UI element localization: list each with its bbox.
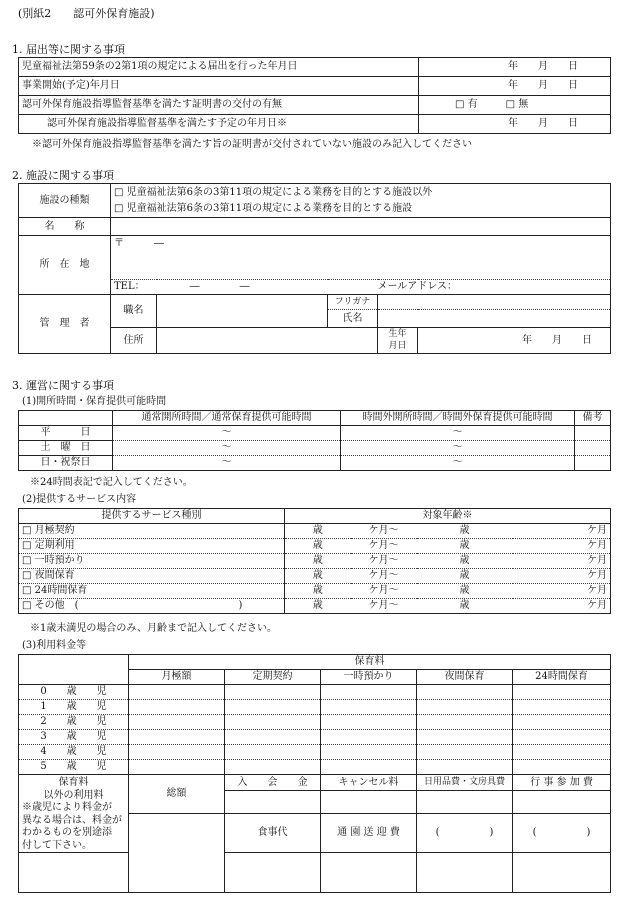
checkbox-no[interactable]: □ 無 [505, 99, 529, 111]
age-months-to[interactable]: ケ月 [513, 524, 611, 539]
dob-label-1: 生年 [388, 328, 407, 339]
fee-cell[interactable] [225, 700, 321, 715]
age-months-from[interactable]: ケ月〜 [351, 539, 417, 554]
service-type[interactable]: □ 夜間保育 [19, 569, 285, 584]
age-years-from[interactable]: 歳 [285, 539, 351, 554]
s1-row-planned-date: 認可外保育施設指導監督基準を満たす予定の年月日※ [19, 115, 419, 134]
other-head-supplies: 日用品費・文房具費 [417, 775, 513, 791]
s1-ymd-3[interactable]: 年 月 日 [419, 115, 611, 134]
other-val-events[interactable] [513, 791, 611, 814]
service-row [19, 554, 611, 569]
section3-title: 3. 運営に関する事項 [12, 379, 114, 392]
fee-cell[interactable] [417, 730, 513, 745]
document-header: (別紙2 認可外保育施設) [18, 7, 155, 20]
facility-type-option-2[interactable]: □ 児童福祉法第6条の3第11項の規定による業務を目的とする施設 [111, 201, 611, 218]
fee-row [19, 730, 611, 745]
fee-title: (3)利用料金等 [22, 640, 87, 651]
s1-yes-no[interactable] [419, 96, 611, 115]
fee-cell[interactable] [129, 685, 225, 700]
postal-field[interactable]: 〒 ― [111, 236, 611, 280]
fee-head-1: 定期契約 [225, 670, 321, 685]
other-val-entrance[interactable] [225, 791, 321, 814]
fee-cell[interactable] [513, 745, 611, 760]
fee-age-label: 1 歳 児 [19, 700, 129, 715]
fee-head-2: 一時預かり [321, 670, 417, 685]
age-years-to[interactable]: 歳 [417, 554, 513, 569]
total-field[interactable] [129, 814, 225, 893]
hours-head-remarks: 備考 [575, 411, 611, 426]
other-fee-label [19, 775, 129, 853]
hours-overtime-weekday[interactable]: 〜 [341, 426, 575, 441]
other-head-events: 行 事 参 加 費 [513, 775, 611, 791]
section1-title: 1. 届出等に関する事項 [12, 43, 125, 56]
fee-row [19, 700, 611, 715]
fee-cell[interactable] [321, 760, 417, 775]
fee-cell[interactable] [129, 760, 225, 775]
other-val-supplies[interactable] [417, 791, 513, 814]
other-val-meals[interactable] [225, 853, 321, 893]
s1-note: ※認可外保育施設指導監督基準を満たす旨の証明書が交付されていない施設のみ記入してください [32, 139, 472, 150]
facility-name-label: 名 称 [19, 218, 111, 236]
fee-group-label: 保育料 [129, 655, 611, 670]
fee-row [19, 715, 611, 730]
s1-row-start-date: 事業開始(予定)年月日 [19, 77, 419, 96]
other-val-cancel[interactable] [321, 791, 417, 814]
post-field[interactable] [157, 295, 328, 328]
other-head-custom-1[interactable]: ( ) [417, 814, 513, 853]
service-head-type: 提供するサービス種別 [19, 509, 285, 524]
other-fee-label-line: ※歳児により料金が [22, 802, 112, 813]
name-field[interactable] [378, 310, 611, 328]
other-fee-label-line: 保育料 [58, 777, 89, 788]
hours-row-weekday: 平 日 [19, 426, 113, 441]
age-years-to[interactable]: 歳 [417, 599, 513, 614]
fee-cell[interactable] [129, 745, 225, 760]
other-head-cancel: キャンセル料 [321, 775, 417, 791]
facility-type-label: 施設の種類 [19, 184, 111, 218]
fee-cell[interactable] [225, 730, 321, 745]
total-label: 総額 [129, 775, 225, 814]
hours-corner [19, 411, 113, 426]
age-years-to[interactable]: 歳 [417, 584, 513, 599]
s1-row-report-date: 児童福祉法第59条の2第1項の規定による届出を行った年月日 [19, 58, 419, 77]
hours-overtime-holiday[interactable]: 〜 [341, 456, 575, 471]
age-months-to[interactable]: ケ月 [513, 584, 611, 599]
fee-age-label: 0 歳 児 [19, 685, 129, 700]
age-months-from[interactable]: ケ月〜 [351, 554, 417, 569]
service-head-age: 対象年齢※ [285, 509, 611, 524]
age-months-from[interactable]: ケ月〜 [351, 599, 417, 614]
residence-field[interactable] [157, 328, 378, 354]
other-label-tail [19, 853, 129, 893]
age-years-from[interactable]: 歳 [285, 599, 351, 614]
hours-head-overtime: 時間外開所時間／時間外保育提供可能時間 [341, 411, 575, 426]
other-fee-label-line: 付して下さい。 [22, 839, 92, 851]
service-type[interactable]: □ その他 ( ) [19, 599, 285, 614]
fee-head-0: 月極額 [129, 670, 225, 685]
fee-row [19, 685, 611, 700]
fee-cell[interactable] [417, 745, 513, 760]
dob-label [378, 328, 418, 354]
s1-ymd-2[interactable]: 年 月 日 [419, 77, 611, 96]
s1-table [18, 57, 611, 134]
service-row [19, 569, 611, 584]
fee-cell[interactable] [513, 685, 611, 700]
age-months-to[interactable]: ケ月 [513, 599, 611, 614]
facility-type-option-1[interactable]: □ 児童福祉法第6条の3第11項の規定による業務を目的とする施設以外 [111, 184, 611, 201]
hours-remarks-weekday[interactable] [575, 426, 611, 441]
tel-field[interactable]: TEL： ― ― [111, 280, 378, 295]
other-fee-label-line: わかるものを別途添 [22, 827, 112, 838]
post-label: 職名 [111, 295, 157, 328]
fee-cell[interactable] [321, 715, 417, 730]
fee-cell[interactable] [321, 700, 417, 715]
fee-cell[interactable] [225, 760, 321, 775]
other-head-custom-2[interactable]: ( ) [513, 814, 611, 853]
s1-row-certificate: 認可外保育施設指導監督基準を満たす証明書の交付の有無 [19, 96, 419, 115]
fee-cell[interactable] [321, 730, 417, 745]
fee-cell[interactable] [129, 715, 225, 730]
fee-cell[interactable] [225, 745, 321, 760]
service-row [19, 539, 611, 554]
hours-head-normal: 通常開所時間／通常保育提供可能時間 [113, 411, 341, 426]
service-row [19, 524, 611, 539]
other-head-entrance: 入 会 金 [225, 775, 321, 791]
residence-label: 住所 [111, 328, 157, 354]
address-label: 所 在 地 [19, 236, 111, 295]
fee-cell[interactable] [513, 715, 611, 730]
fee-cell[interactable] [225, 685, 321, 700]
dob-label-2: 月日 [388, 340, 407, 351]
fee-age-label: 2 歳 児 [19, 715, 129, 730]
fee-cell[interactable] [417, 685, 513, 700]
service-table [18, 508, 611, 614]
fee-cell[interactable] [513, 730, 611, 745]
age-months-to[interactable]: ケ月 [513, 569, 611, 584]
other-val-transport[interactable] [321, 853, 417, 893]
fee-cell[interactable] [417, 715, 513, 730]
dob-field[interactable]: 年 月 日 [418, 328, 611, 354]
age-years-to[interactable]: 歳 [417, 569, 513, 584]
age-years-from[interactable]: 歳 [285, 524, 351, 539]
fee-head-4: 24時間保育 [513, 670, 611, 685]
other-head-transport: 通 園 送 迎 費 [321, 814, 417, 853]
fee-table [18, 654, 611, 893]
other-val-custom-1[interactable] [417, 853, 513, 893]
fee-row [19, 760, 611, 775]
other-val-custom-2[interactable] [513, 853, 611, 893]
age-months-from[interactable]: ケ月〜 [351, 524, 417, 539]
name-label: 氏名 [328, 310, 378, 328]
service-type[interactable]: □ 定期利用 [19, 539, 285, 554]
service-row [19, 584, 611, 599]
hours-title: (1)開所時間・保育提供可能時間 [22, 396, 167, 407]
other-fee-label-line: 異なる場合は、料金が [22, 814, 122, 826]
service-title: (2)提供するサービス内容 [22, 494, 137, 505]
age-years-from[interactable]: 歳 [285, 569, 351, 584]
manager-label: 管 理 者 [19, 295, 111, 354]
furigana-field[interactable] [378, 295, 611, 310]
age-years-to[interactable]: 歳 [417, 524, 513, 539]
fee-cell[interactable] [417, 760, 513, 775]
s2-table [18, 183, 611, 354]
fee-cell[interactable] [129, 730, 225, 745]
fee-cell[interactable] [417, 700, 513, 715]
hours-remarks-saturday[interactable] [575, 441, 611, 456]
service-type[interactable]: □ 一時預かり [19, 554, 285, 569]
hours-note: ※24時間表記で記入してください。 [30, 477, 193, 488]
age-years-to[interactable]: 歳 [417, 539, 513, 554]
hours-normal-weekday[interactable]: 〜 [113, 426, 341, 441]
fee-cell[interactable] [513, 700, 611, 715]
age-years-from[interactable]: 歳 [285, 554, 351, 569]
fee-cell[interactable] [321, 745, 417, 760]
s1-ymd-1[interactable]: 年 月 日 [419, 58, 611, 77]
mail-field[interactable]: メールアドレス： [378, 280, 611, 295]
service-note: ※1歳未満児の場合のみ、月齢まで記入してください。 [30, 623, 277, 634]
hours-table [18, 410, 611, 471]
other-head-meals: 食事代 [225, 814, 321, 853]
fee-age-label: 4 歳 児 [19, 745, 129, 760]
service-type[interactable]: □ 24時間保育 [19, 584, 285, 599]
fee-cell[interactable] [513, 760, 611, 775]
section2-title: 2. 施設に関する事項 [12, 169, 114, 182]
fee-cell[interactable] [225, 715, 321, 730]
hours-overtime-saturday[interactable]: 〜 [341, 441, 575, 456]
other-fee-label-line: 以外の利用料 [43, 789, 104, 801]
fee-row [19, 745, 611, 760]
fee-cell[interactable] [129, 700, 225, 715]
hours-normal-saturday[interactable]: 〜 [113, 441, 341, 456]
age-months-to[interactable]: ケ月 [513, 554, 611, 569]
fee-corner [19, 655, 129, 685]
fee-head-3: 夜間保育 [417, 670, 513, 685]
age-months-from[interactable]: ケ月〜 [351, 584, 417, 599]
age-months-from[interactable]: ケ月〜 [351, 569, 417, 584]
furigana-label: フリガナ [328, 295, 378, 310]
facility-name-field[interactable] [111, 218, 611, 236]
hours-row-saturday: 土 曜 日 [19, 441, 113, 456]
fee-age-label: 5 歳 児 [19, 760, 129, 775]
age-months-to[interactable]: ケ月 [513, 539, 611, 554]
service-row [19, 599, 611, 614]
hours-row-holiday: 日・祝祭日 [19, 456, 113, 471]
fee-cell[interactable] [321, 685, 417, 700]
hours-remarks-holiday[interactable] [575, 456, 611, 471]
service-type[interactable]: □ 月極契約 [19, 524, 285, 539]
checkbox-yes[interactable]: □ 有 [455, 99, 478, 111]
fee-age-label: 3 歳 児 [19, 730, 129, 745]
age-years-from[interactable]: 歳 [285, 584, 351, 599]
hours-normal-holiday[interactable]: 〜 [113, 456, 341, 471]
